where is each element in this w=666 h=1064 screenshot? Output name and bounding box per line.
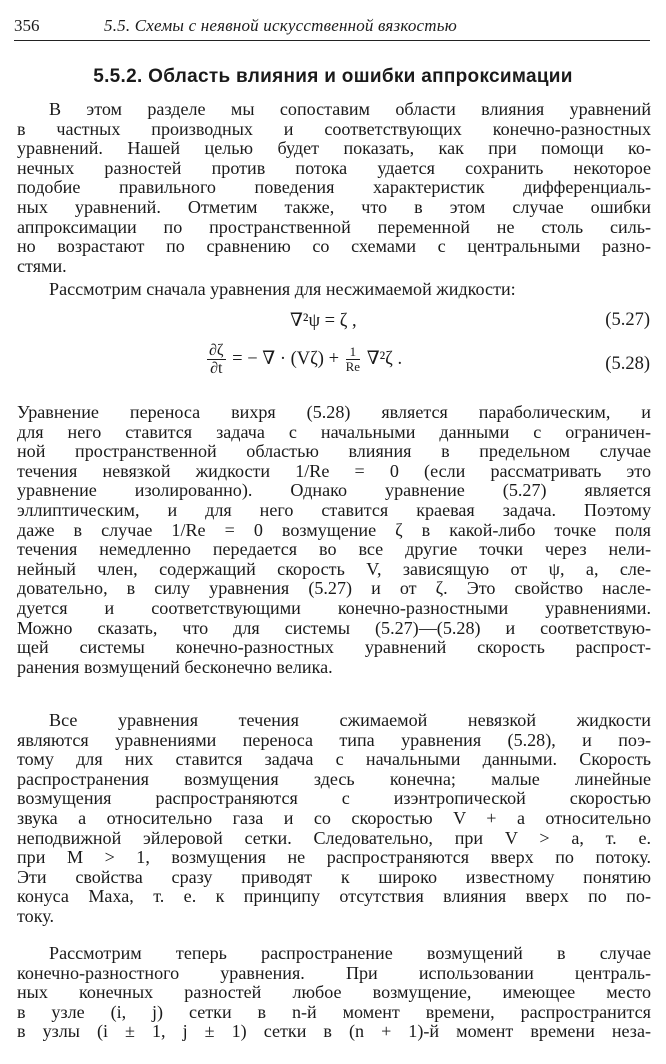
text-line: Уравнение переноса вихря (5.28) является параболическим, и [17, 402, 651, 422]
fraction-one-over-re [346, 345, 360, 374]
fraction-numerator: 1 [346, 345, 360, 360]
text-line: конуса Маха, т. е. к принципу отсутствия влияния вверх по по- [17, 886, 651, 907]
section-title: 5.5.2. Область влияния и ошибки аппроксимации [93, 66, 573, 87]
text-line: стями. [17, 255, 67, 276]
text-line: тому для них ставится задача с начальными данными. Скорость [17, 749, 651, 770]
text-line: неподвижной эйлеровой сетки. Следовательно, при V > a, т. е. [17, 827, 651, 848]
text-line: дуется и соответствующими конечно-разностными уравнениями. [17, 597, 651, 618]
text-line: ных уравнений. Отметим также, что в этом случае ошибки [17, 196, 651, 217]
text-line: ранения возмущений бесконечно велика. [17, 656, 333, 677]
paragraph-4 [17, 711, 651, 927]
equation-body: ∇²ψ = ζ , [290, 311, 357, 331]
text-line: подобие правильного поведения характеристик дифференциаль- [17, 177, 651, 198]
paragraph-2 [17, 280, 651, 300]
page-number: 356 [14, 16, 40, 35]
text-line: конечно-разностного уравнения. При использовании централь- [17, 962, 651, 983]
text-line: уравнений. Нашей целью будет показать, как при помощи ко- [17, 138, 651, 159]
text-line: Все уравнения течения сжимаемой невязкой жидкости [49, 710, 651, 730]
fraction-dzeta-dt [207, 342, 226, 377]
text-line: щей системы конечно-разностных уравнений скорость распрост- [17, 637, 651, 658]
text-line: току. [17, 905, 55, 926]
text-line: Рассмотрим сначала уравнения для несжимаемой жидкости: [49, 279, 516, 299]
text-line: течения немедленно передается во все другие точки через нели- [17, 539, 651, 560]
running-title: 5.5. Схемы с неявной искусственной вязкостью [104, 16, 457, 35]
text-line: в узлы (i ± 1, j ± 1) сетки в (n + 1)-й момент времени неза- [17, 1021, 651, 1042]
paragraph-3 [17, 403, 651, 677]
equation-tail: ∇²ζ . [366, 348, 403, 369]
equation-middle: = − ∇ · (Vζ) + [232, 348, 340, 369]
text-line: уравнение изолированно). Однако уравнение (5.27) является [17, 480, 651, 501]
text-line: являются уравнениями переноса типа уравнения (5.28), и поэ- [17, 729, 651, 750]
text-line: эллиптическим, и для него ставится краевая задача. Поэтому [17, 499, 651, 520]
fraction-denominator: ∂t [210, 360, 223, 377]
equation-5-27 [0, 306, 666, 332]
fraction-denominator: Re [345, 359, 361, 374]
equation-number: (5.28) [605, 354, 650, 374]
equation-number: (5.27) [605, 310, 650, 330]
text-line: но возрастают по сравнению со схемами с центральными разно- [17, 236, 651, 257]
text-line: для него ставится задача с начальными данными с ограничен- [17, 421, 651, 442]
text-line: аппроксимации по пространственной переменной не столь силь- [17, 216, 651, 237]
text-line: Можно сказать, что для системы (5.27)—(5.28) и соответствую- [17, 617, 651, 638]
paragraph-5 [17, 944, 651, 1042]
text-line: ных конечных разностей любое возмущение, имеющее место [17, 982, 651, 1003]
text-line: в узле (i, j) сетки в n-й момент времени, распространится [17, 1001, 651, 1022]
text-line: распространения возмущения здесь конечна; малые линейные [17, 768, 651, 789]
text-line: звука a относительно газа и со скоростью V + a относительно [17, 807, 651, 828]
running-header [14, 14, 650, 42]
text-line: нечных разностей против потока удается сохранить некоторое [17, 157, 651, 178]
equation-5-28 [0, 342, 666, 386]
fraction-numerator: ∂ζ [209, 342, 224, 359]
text-line: нейный член, содержащий скорость V, зависящую от ψ, а, сле- [17, 558, 651, 579]
text-line: даже в случае 1/Re = 0 возмущение ζ в какой-либо точке поля [17, 519, 651, 540]
text-line: в частных производных и соответствующих конечно-разностных [17, 118, 651, 139]
header-rule [14, 40, 650, 41]
text-line: В этом разделе мы сопоставим области влияния уравнений [49, 99, 651, 119]
text-line: довательно, в силу уравнения (5.27) и от ζ. Это свойство насле- [17, 578, 651, 599]
text-line: при M > 1, возмущения не распространяются вверх по потоку. [17, 847, 651, 868]
text-line: возмущения распространяются с изэнтропической скоростью [17, 788, 651, 809]
text-line: ной пространственной областью влияния в предельном случае [17, 441, 651, 462]
text-line: Эти свойства сразу приводят к широко известному понятию [17, 866, 651, 887]
text-line: течения невязкой жидкости 1/Re = 0 (если рассматривать это [17, 460, 651, 481]
text-line: Рассмотрим теперь распространение возмущений в случае [49, 943, 651, 963]
equation-body [205, 342, 402, 377]
paragraph-1 [17, 100, 651, 276]
